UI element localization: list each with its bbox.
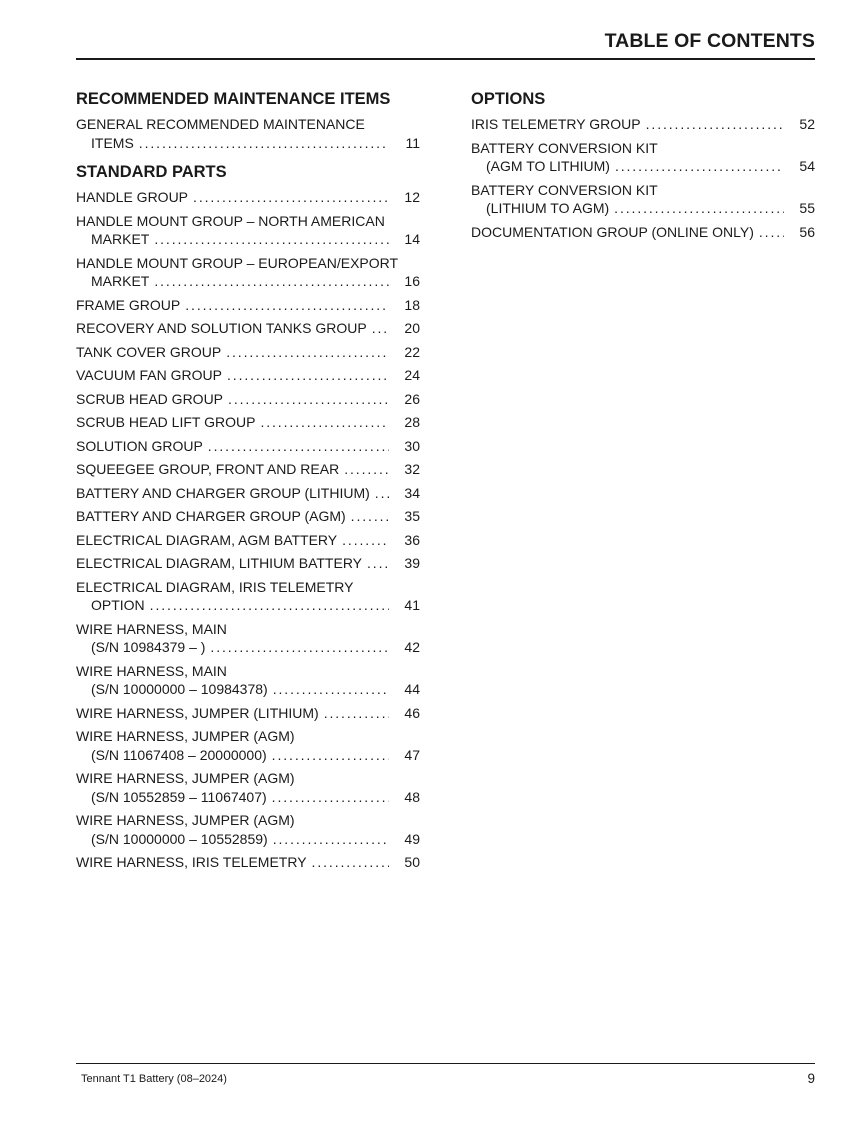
entry-page-number: 39: [404, 555, 420, 571]
entry-page-number: 48: [404, 788, 420, 805]
entry-row: [76, 272, 420, 291]
entry-page-number: 20: [404, 320, 420, 336]
toc-entry[interactable]: [76, 662, 420, 699]
entry-row: [76, 319, 420, 338]
entry-label: MARKET: [91, 231, 150, 247]
toc-entry[interactable]: [76, 413, 420, 432]
toc-column-left: [76, 89, 420, 882]
toc-entry[interactable]: [76, 727, 420, 764]
dot-leader: [208, 437, 389, 456]
dot-leader: [273, 830, 389, 849]
entry-title-line: WIRE HARNESS, JUMPER (AGM): [76, 770, 295, 786]
toc-section: [76, 162, 420, 872]
dot-leader: [312, 853, 389, 872]
entry-row: [76, 188, 420, 207]
toc-entry[interactable]: [76, 319, 420, 338]
dot-leader: [272, 788, 389, 807]
toc-entry[interactable]: [471, 139, 815, 176]
toc-entry[interactable]: [471, 115, 815, 134]
entry-row: [76, 596, 420, 615]
entry-page-number: 42: [404, 639, 420, 655]
toc-entry[interactable]: [76, 769, 420, 806]
entry-label: TANK COVER GROUP: [76, 343, 222, 360]
dot-leader: [342, 531, 389, 550]
entry-row: [76, 437, 420, 456]
entry-title-line: BATTERY CONVERSION KIT: [471, 181, 658, 198]
entry-title-line: WIRE HARNESS, JUMPER (AGM): [76, 812, 295, 828]
entry-row: [76, 680, 420, 699]
toc-entry[interactable]: [76, 853, 420, 872]
dot-leader: [154, 272, 389, 291]
entry-page-number: 26: [404, 390, 420, 407]
entry-label: OPTION: [91, 597, 145, 613]
toc-entry[interactable]: [76, 507, 420, 526]
toc-column-right: [471, 89, 815, 251]
entry-page-number: 11: [405, 134, 420, 151]
entry-row: [76, 830, 420, 849]
toc-entry[interactable]: [76, 390, 420, 409]
dot-leader: [260, 413, 389, 432]
dot-leader: [139, 134, 389, 153]
entry-label: DOCUMENTATION GROUP (ONLINE ONLY): [471, 223, 754, 240]
entry-label: (AGM TO LITHIUM): [486, 158, 610, 174]
entry-row: [76, 134, 420, 153]
entry-label: (S/N 10984379 – ): [91, 639, 206, 655]
entry-page-number: 18: [404, 296, 420, 313]
toc-entry[interactable]: [76, 366, 420, 385]
entry-page-number: 56: [799, 223, 815, 240]
dot-leader: [351, 507, 389, 526]
entry-label: WIRE HARNESS, JUMPER (LITHIUM): [76, 704, 319, 721]
dot-leader: [375, 484, 389, 503]
entry-row: [76, 746, 420, 765]
dot-leader: [646, 115, 784, 134]
dot-leader: [367, 554, 389, 573]
dot-leader: [226, 343, 389, 362]
toc-entry[interactable]: [76, 554, 420, 573]
entry-label: FRAME GROUP: [76, 296, 181, 313]
dot-leader: [193, 188, 389, 207]
entry-row: [471, 157, 815, 176]
entry-title-line: WIRE HARNESS, MAIN: [76, 662, 227, 679]
entry-label: ELECTRICAL DIAGRAM, AGM BATTERY: [76, 531, 338, 548]
dot-leader: [210, 638, 389, 657]
entry-title-line: HANDLE MOUNT GROUP – NORTH AMERICAN: [76, 212, 385, 229]
entry-row: [76, 366, 420, 385]
dot-leader: [227, 366, 389, 385]
dot-leader: [614, 199, 784, 218]
toc-entry[interactable]: [76, 620, 420, 657]
entry-row: [76, 788, 420, 807]
toc-entry[interactable]: [76, 704, 420, 723]
toc-entry[interactable]: [76, 811, 420, 848]
entry-row: [76, 531, 420, 550]
toc-section: [76, 89, 420, 152]
entry-label: (S/N 10552859 – 11067407): [91, 788, 267, 805]
dot-leader: [759, 223, 784, 242]
toc-entry[interactable]: [76, 343, 420, 362]
entry-page-number: 55: [799, 200, 815, 216]
entry-row: [76, 390, 420, 409]
entry-page-number: 49: [404, 830, 420, 847]
entry-page-number: 35: [404, 508, 420, 524]
entry-label: (S/N 11067408 – 20000000): [91, 746, 267, 763]
footer-page-number: 9: [807, 1071, 815, 1086]
toc-entry[interactable]: [76, 484, 420, 503]
header-rule: [76, 58, 815, 60]
entry-page-number: 22: [404, 343, 420, 360]
entry-title-line: WIRE HARNESS, MAIN: [76, 620, 227, 637]
entry-label: SCRUB HEAD GROUP: [76, 390, 224, 407]
dot-leader: [272, 746, 389, 765]
entry-row: [76, 853, 420, 872]
dot-leader: [273, 680, 389, 699]
entry-label: ELECTRICAL DIAGRAM, LITHIUM BATTERY: [76, 555, 363, 571]
entry-label: MARKET: [91, 273, 150, 289]
entry-label: (S/N 10000000 – 10984378): [91, 681, 268, 697]
toc-entry[interactable]: [76, 188, 420, 207]
entry-label: (LITHIUM TO AGM): [486, 200, 610, 216]
entry-label: SCRUB HEAD LIFT GROUP: [76, 414, 256, 430]
dot-leader: [185, 296, 389, 315]
entry-row: [76, 460, 420, 479]
entry-row: [76, 484, 420, 503]
entry-page-number: 16: [404, 273, 420, 289]
entry-page-number: 30: [404, 437, 420, 454]
entry-row: [471, 223, 815, 242]
entry-row: [471, 115, 815, 134]
entry-label: ITEMS: [91, 134, 134, 151]
dot-leader: [372, 319, 389, 338]
toc-entry[interactable]: [76, 254, 420, 291]
entry-label: VACUUM FAN GROUP: [76, 367, 222, 383]
entry-row: [471, 199, 815, 218]
entry-page-number: 12: [404, 189, 420, 205]
dot-leader: [154, 230, 389, 249]
dot-leader: [344, 460, 389, 479]
entry-label: IRIS TELEMETRY GROUP: [471, 116, 641, 132]
entry-row: [76, 343, 420, 362]
entry-row: [76, 507, 420, 526]
section-heading: OPTIONS: [471, 90, 546, 108]
entry-label: SQUEEGEE GROUP, FRONT AND REAR: [76, 461, 340, 477]
footer-document-name: Tennant T1 Battery (08–2024): [81, 1073, 227, 1085]
entry-page-number: 14: [404, 231, 420, 247]
entry-row: [76, 413, 420, 432]
entry-label: BATTERY AND CHARGER GROUP (LITHIUM): [76, 484, 370, 501]
entry-page-number: 32: [404, 461, 420, 477]
entry-label: BATTERY AND CHARGER GROUP (AGM): [76, 508, 346, 524]
toc-entry[interactable]: [76, 460, 420, 479]
entry-title-line: ELECTRICAL DIAGRAM, IRIS TELEMETRY: [76, 578, 354, 595]
entry-page-number: 28: [404, 414, 420, 430]
entry-page-number: 41: [404, 597, 420, 613]
toc-entry[interactable]: [76, 296, 420, 315]
dot-leader: [150, 596, 389, 615]
entry-label: (S/N 10000000 – 10552859): [91, 830, 268, 847]
entry-page-number: 50: [404, 854, 420, 870]
entry-row: [76, 296, 420, 315]
entry-page-number: 24: [404, 367, 420, 383]
dot-leader: [324, 704, 389, 723]
toc-entry[interactable]: [76, 578, 420, 615]
section-heading: RECOMMENDED MAINTENANCE ITEMS: [76, 90, 391, 108]
entry-title-line: BATTERY CONVERSION KIT: [471, 139, 658, 156]
entry-row: [76, 230, 420, 249]
entry-label: HANDLE GROUP: [76, 189, 189, 205]
entry-page-number: 47: [404, 746, 420, 763]
toc-section: [471, 89, 815, 241]
toc-entry[interactable]: [76, 531, 420, 550]
entry-title-line: HANDLE MOUNT GROUP – EUROPEAN/EXPORT: [76, 254, 399, 271]
entry-page-number: 34: [404, 484, 420, 501]
entry-row: [76, 554, 420, 573]
entry-title-line: WIRE HARNESS, JUMPER (AGM): [76, 728, 295, 744]
section-heading: STANDARD PARTS: [76, 163, 227, 181]
entry-page-number: 36: [404, 531, 420, 548]
entry-label: RECOVERY AND SOLUTION TANKS GROUP: [76, 320, 367, 336]
page-title: TABLE OF CONTENTS: [604, 30, 815, 52]
toc-entry[interactable]: [76, 437, 420, 456]
entry-label: WIRE HARNESS, IRIS TELEMETRY: [76, 854, 307, 870]
toc-entry[interactable]: [76, 212, 420, 249]
entry-title-line: GENERAL RECOMMENDED MAINTENANCE: [76, 116, 365, 132]
entry-page-number: 52: [799, 116, 815, 132]
footer-rule: [76, 1063, 815, 1064]
dot-leader: [228, 390, 389, 409]
toc-entry[interactable]: [471, 223, 815, 242]
entry-page-number: 44: [404, 681, 420, 697]
entry-row: [76, 638, 420, 657]
entry-label: SOLUTION GROUP: [76, 437, 203, 454]
entry-page-number: 54: [799, 158, 815, 174]
toc-entry[interactable]: [471, 181, 815, 218]
entry-row: [76, 704, 420, 723]
dot-leader: [615, 157, 784, 176]
entry-page-number: 46: [404, 704, 420, 721]
toc-entry[interactable]: [76, 115, 420, 152]
